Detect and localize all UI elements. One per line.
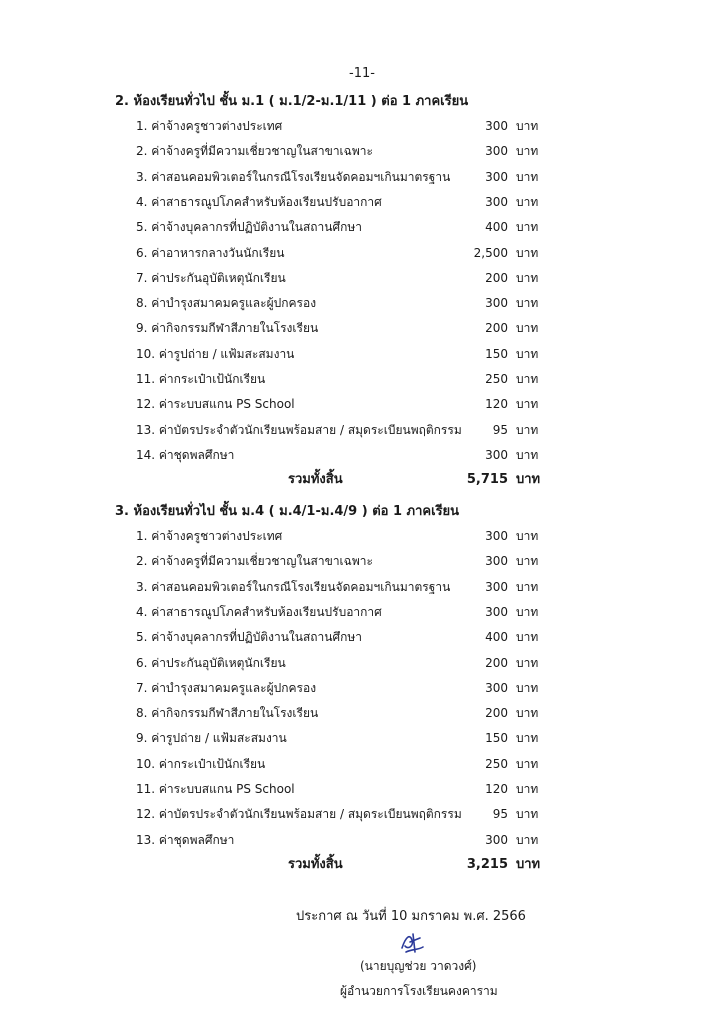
fee-row xyxy=(136,318,546,338)
total-unit: บาท xyxy=(516,856,541,872)
signer-name: (นายบุญช่วย วาดวงศ์) xyxy=(360,959,477,973)
fee-row xyxy=(136,804,546,824)
fee-label: 4. ค่าสาธารณูปโภคสำหรับห้องเรียนปรับอากาศ xyxy=(136,194,382,209)
fee-row xyxy=(136,728,546,748)
total-row xyxy=(136,855,546,875)
fee-row xyxy=(136,141,546,161)
fee-amount: 120 xyxy=(485,782,508,796)
fee-amount: 300 xyxy=(485,296,508,311)
page-number: -11- xyxy=(349,66,375,81)
fee-row xyxy=(136,192,546,212)
fee-amount: 300 xyxy=(485,119,508,133)
fee-row xyxy=(136,577,546,597)
total-label: รวมทั้งสิ้น xyxy=(288,856,343,872)
fee-amount: 200 xyxy=(485,706,508,721)
fee-row xyxy=(136,217,546,237)
fee-row xyxy=(136,268,546,288)
fee-label: 14. ค่าชุดพลศึกษา xyxy=(136,447,235,462)
fee-label: 11. ค่าระบบสแกน PS School xyxy=(136,782,295,796)
total-label: รวมทั้งสิ้น xyxy=(288,472,343,488)
fee-amount: 250 xyxy=(485,756,508,771)
fee-unit: บาท xyxy=(516,529,539,543)
fee-amount: 300 xyxy=(485,529,508,543)
fee-amount: 150 xyxy=(485,731,508,746)
fee-label: 13. ค่าชุดพลศึกษา xyxy=(136,832,235,847)
fee-unit: บาท xyxy=(516,706,539,721)
fee-row xyxy=(136,551,546,571)
fee-amount: 300 xyxy=(485,169,508,184)
announcement-date: ประกาศ ณ วันที่ 10 มกราคม พ.ศ. 2566 xyxy=(296,909,526,924)
fee-amount: 120 xyxy=(485,397,508,412)
fee-row xyxy=(136,627,546,647)
fee-amount: 300 xyxy=(485,604,508,619)
fee-row xyxy=(136,602,546,622)
fee-amount: 250 xyxy=(485,372,508,386)
fee-label: 2. ค่าจ้างครูที่มีความเชี่ยวชาญในสาขาเฉพาะ xyxy=(136,144,373,159)
fee-label: 5. ค่าจ้างบุคลากรที่ปฏิบัติงานในสถานศึกษา xyxy=(136,630,363,645)
fee-row xyxy=(136,526,546,546)
fee-amount: 300 xyxy=(485,447,508,462)
fee-amount: 300 xyxy=(485,144,508,159)
fee-unit: บาท xyxy=(516,372,539,386)
fee-row xyxy=(136,779,546,799)
fee-unit: บาท xyxy=(516,119,539,133)
fee-row xyxy=(136,293,546,313)
fee-row xyxy=(136,830,546,850)
fee-label: 7. ค่าบำรุงสมาคมครูและผู้ปกครอง xyxy=(136,680,317,695)
fee-unit: บาท xyxy=(516,245,539,260)
fee-row xyxy=(136,243,546,263)
fee-amount: 200 xyxy=(485,321,508,336)
fee-amount: 150 xyxy=(485,346,508,361)
fee-label: 3. ค่าสอนคอมพิวเตอร์ในกรณีโรงเรียนจัดคอมฯเกินมาตรฐาน xyxy=(136,169,451,184)
fee-unit: บาท xyxy=(516,397,539,412)
fee-label: 8. ค่ากิจกรรมกีฬาสีภายในโรงเรียน xyxy=(136,706,319,721)
fee-amount: 300 xyxy=(485,554,508,569)
fee-unit: บาท xyxy=(516,169,539,184)
fee-row xyxy=(136,344,546,364)
fee-label: 3. ค่าสอนคอมพิวเตอร์ในกรณีโรงเรียนจัดคอมฯเกินมาตรฐาน xyxy=(136,579,451,594)
section-title: 3. ห้องเรียนทั่วไป ชั้น ม.4 ( ม.4/1-ม.4/9 ) ต่อ 1 ภาคเรียน xyxy=(115,504,460,519)
fee-row xyxy=(136,394,546,414)
fee-amount: 400 xyxy=(485,220,508,235)
fee-label: 6. ค่าประกันอุบัติเหตุนักเรียน xyxy=(136,655,286,670)
fee-row xyxy=(136,167,546,187)
total-amount: 3,215 xyxy=(466,856,508,872)
fee-unit: บาท xyxy=(516,220,539,235)
fee-unit: บาท xyxy=(516,680,539,695)
fee-amount: 95 xyxy=(492,807,508,822)
total-amount: 5,715 xyxy=(466,472,508,488)
fee-unit: บาท xyxy=(516,832,539,847)
fee-amount: 200 xyxy=(485,655,508,670)
fee-label: 7. ค่าประกันอุบัติเหตุนักเรียน xyxy=(136,270,286,285)
fee-row xyxy=(136,116,546,136)
fee-label: 6. ค่าอาหารกลางวันนักเรียน xyxy=(136,245,285,260)
fee-row xyxy=(136,369,546,389)
fee-unit: บาท xyxy=(516,422,539,437)
fee-label: 10. ค่ารูปถ่าย / แฟ้มสะสมงาน xyxy=(136,346,295,361)
fee-amount: 200 xyxy=(485,270,508,285)
section-title: 2. ห้องเรียนทั่วไป ชั้น ม.1 ( ม.1/2-ม.1/11 ) ต่อ 1 ภาคเรียน xyxy=(115,94,469,109)
fee-unit: บาท xyxy=(516,579,539,594)
fee-unit: บาท xyxy=(516,782,539,796)
fee-unit: บาท xyxy=(516,194,539,209)
fee-label: 8. ค่าบำรุงสมาคมครูและผู้ปกครอง xyxy=(136,296,317,311)
fee-label: 12. ค่าระบบสแกน PS School xyxy=(136,397,295,412)
fee-row xyxy=(136,678,546,698)
fee-row xyxy=(136,754,546,774)
fee-unit: บาท xyxy=(516,296,539,311)
fee-amount: 95 xyxy=(492,422,508,437)
fee-unit: บาท xyxy=(516,630,539,645)
fee-label: 4. ค่าสาธารณูปโภคสำหรับห้องเรียนปรับอากาศ xyxy=(136,604,382,619)
fee-label: 13. ค่าบัตรประจำตัวนักเรียนพร้อมสาย / สมุดระเบียนพฤติกรรม xyxy=(136,422,462,437)
fee-unit: บาท xyxy=(516,321,539,336)
signer-title: ผู้อำนวยการโรงเรียนคงคาราม xyxy=(340,984,498,998)
fee-unit: บาท xyxy=(516,756,539,771)
fee-amount: 300 xyxy=(485,680,508,695)
fee-unit: บาท xyxy=(516,554,539,569)
fee-label: 1. ค่าจ้างครูชาวต่างประเทศ xyxy=(136,119,283,133)
fee-label: 11. ค่ากระเป๋าเป้นักเรียน xyxy=(136,372,266,386)
fee-row xyxy=(136,703,546,723)
fee-label: 12. ค่าบัตรประจำตัวนักเรียนพร้อมสาย / สมุดระเบียนพฤติกรรม xyxy=(136,807,462,822)
fee-unit: บาท xyxy=(516,731,539,746)
fee-amount: 300 xyxy=(485,194,508,209)
fee-unit: บาท xyxy=(516,447,539,462)
fee-row xyxy=(136,420,546,440)
fee-label: 1. ค่าจ้างครูชาวต่างประเทศ xyxy=(136,529,283,543)
fee-unit: บาท xyxy=(516,270,539,285)
fee-amount: 300 xyxy=(485,579,508,594)
fee-unit: บาท xyxy=(516,346,539,361)
fee-amount: 300 xyxy=(485,832,508,847)
fee-label: 9. ค่ารูปถ่าย / แฟ้มสะสมงาน xyxy=(136,731,287,746)
fee-unit: บาท xyxy=(516,655,539,670)
fee-label: 5. ค่าจ้างบุคลากรที่ปฏิบัติงานในสถานศึกษา xyxy=(136,220,363,235)
fee-row xyxy=(136,653,546,673)
fee-unit: บาท xyxy=(516,144,539,159)
fee-label: 9. ค่ากิจกรรมกีฬาสีภายในโรงเรียน xyxy=(136,321,319,336)
total-row xyxy=(136,470,546,490)
fee-label: 2. ค่าจ้างครูที่มีความเชี่ยวชาญในสาขาเฉพาะ xyxy=(136,554,373,569)
total-unit: บาท xyxy=(516,472,541,488)
signature-mark xyxy=(396,930,426,956)
fee-amount: 2,500 xyxy=(473,245,508,260)
fee-row xyxy=(136,445,546,465)
fee-amount: 400 xyxy=(485,630,508,645)
fee-unit: บาท xyxy=(516,807,539,822)
fee-label: 10. ค่ากระเป๋าเป้นักเรียน xyxy=(136,756,266,771)
fee-unit: บาท xyxy=(516,604,539,619)
